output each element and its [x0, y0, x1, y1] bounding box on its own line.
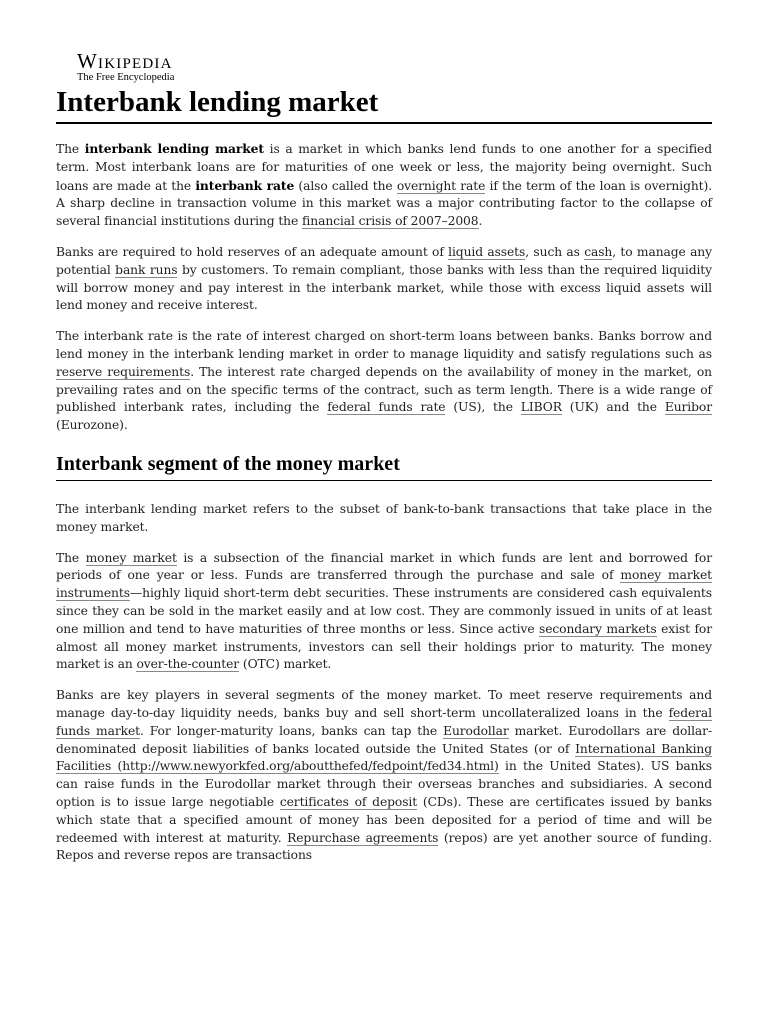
article-link[interactable]: money market instruments — [56, 568, 712, 601]
article-link[interactable]: certificates of deposit — [279, 794, 418, 809]
article-link[interactable]: financial crisis of 2007–2008 — [301, 214, 479, 229]
body-text: Banks are required to hold reserves of an adequate amount of — [56, 244, 449, 259]
body-text: The — [56, 550, 86, 565]
body-text: (also called the — [294, 178, 397, 193]
body-text: . For longer-maturity loans, banks can tap the — [140, 723, 444, 738]
section-heading-money-market: Interbank segment of the money market — [56, 451, 712, 481]
article-link[interactable]: International Banking Facilities (http://www.newyorkfed.org/aboutthefed/fedpoint/fed34.html) — [56, 741, 713, 774]
body-text: The interbank lending market refers to the subset of bank-to-bank transactions that take place in the money market. — [56, 501, 712, 534]
article-link[interactable]: over-the-counter — [136, 657, 240, 672]
article-body — [56, 140, 712, 878]
article-link[interactable]: LIBOR — [520, 400, 562, 415]
body-text: is a market in which banks lend funds to one another for a specified term. Most interbank loans are for maturities of one week or less, the majority being overnight. Such loans are made at the — [56, 142, 712, 193]
body-text: (US), the — [445, 400, 521, 415]
article-link[interactable]: federal funds market — [56, 705, 712, 738]
article-link[interactable]: overnight rate — [396, 178, 486, 193]
body-text: exist for almost all money market instruments, investors can sell their holdings prior to maturity. The money market is an — [56, 621, 712, 672]
article-link[interactable]: Euribor — [664, 400, 712, 415]
article-link[interactable]: money market — [85, 550, 177, 565]
body-text: Banks are key players in several segments of the money market. To meet reserve requirements and manage day-to-day liquidity needs, banks buy and sell short-term uncollateralized loans in the — [56, 688, 712, 720]
article-link[interactable]: liquid assets — [448, 244, 526, 259]
body-text: if the term of the loan is overnight). A sharp decline in transaction volume in this market was a major contributing factor to the collapse of several financial institutions during the — [56, 178, 713, 229]
body-text: (repos) are yet another source of funding. Repos and reverse repos are transactions — [56, 830, 712, 863]
body-text: , to manage any potential — [56, 244, 712, 277]
money-market-paragraph-3 — [56, 687, 712, 865]
body-text: (UK) and the — [561, 400, 665, 415]
money-market-paragraph-1 — [56, 501, 712, 537]
bold-term: interbank lending market — [84, 141, 264, 156]
article-link[interactable]: Eurodollar — [443, 723, 509, 738]
logo-wordmark: Wikipedia — [77, 49, 173, 73]
wikipedia-logo[interactable] — [77, 50, 174, 84]
bold-term: interbank rate — [195, 177, 295, 193]
article-link[interactable]: bank runs — [115, 262, 178, 277]
body-text: by customers. To remain compliant, those banks with less than the required liquidity will borrow money and pay interest in the interbank market, while those with excess liquid assets will lend money and receive interest. — [56, 262, 712, 313]
body-text: The interbank rate is the rate of interest charged on short-term loans between banks. Banks borrow and lend money in the interbank lending market in order to manage liquidity and satisfy regulations such as — [56, 329, 712, 361]
body-text: (OTC) market. — [239, 657, 332, 672]
body-text: market. Eurodollars are dollar-denominated deposit liabilities of banks located outside the United States (or of — [56, 723, 712, 756]
intro-paragraph-2 — [56, 244, 712, 315]
intro-paragraph-1 — [56, 140, 712, 231]
body-text: (Eurozone). — [56, 418, 128, 433]
article-link[interactable]: reserve requirements — [56, 364, 191, 379]
body-text: —highly liquid short-term debt securities. These instruments are considered cash equivalents since they can be sold in the market easily and at low cost. They are commonly issued in units of at least one million and tend to have maturities of three months or less. Since active — [56, 586, 712, 636]
body-text: , such as — [525, 244, 585, 259]
page-title: Interbank lending market — [56, 84, 712, 124]
body-text: is a subsection of the financial market in which funds are lent and borrowed for periods of one year or less. Funds are transferred through the purchase and sale of — [56, 550, 712, 583]
article-link[interactable]: federal funds rate — [327, 400, 446, 415]
body-text: . The interest rate charged depends on the availability of money in the market, on prevailing rates and on the specific terms of the contract, such as term length. There is a wide range of published interbank rates, including the — [56, 364, 712, 415]
body-text: (CDs). These are certificates issued by banks which state that a specified amount of money has been deposited for a period of time and will be redeemed with interest at maturity. — [56, 794, 713, 845]
logo-tagline: The Free Encyclopedia — [77, 72, 175, 83]
article-link[interactable]: secondary markets — [539, 621, 657, 636]
body-text: The — [56, 142, 85, 156]
article-link[interactable]: cash — [584, 244, 613, 259]
body-text: . — [478, 214, 483, 229]
body-text: in the United States). US banks can raise funds in the Eurodollar market through their overseas branches and subsidiaries. A second option is to issue large negotiable — [56, 759, 712, 809]
money-market-paragraph-2 — [56, 550, 712, 675]
article-link[interactable]: Repurchase agreements — [287, 830, 439, 845]
intro-paragraph-3 — [56, 328, 712, 435]
